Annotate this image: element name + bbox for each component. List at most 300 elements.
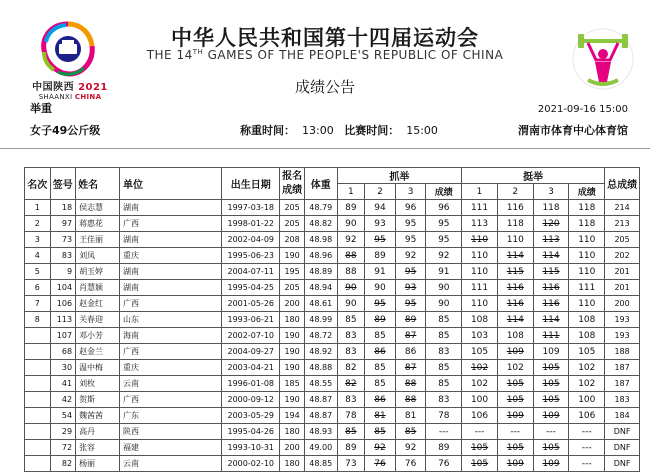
results-table bbox=[24, 167, 640, 472]
total-cell: DNF bbox=[605, 440, 640, 456]
col-snatch-3: 3 bbox=[395, 184, 426, 200]
bib-cell: 29 bbox=[50, 424, 76, 440]
cj-attempt-cell: 109 bbox=[497, 408, 533, 424]
cj-attempt-cell: 116 bbox=[533, 296, 569, 312]
cj-attempt-cell: 105 bbox=[462, 456, 498, 472]
cj-attempt-cell: 118 bbox=[497, 216, 533, 232]
snatch-attempt-cell: 89 bbox=[365, 248, 396, 264]
dob-cell: 1995-04-26 bbox=[222, 424, 280, 440]
total-cell: 200 bbox=[605, 296, 640, 312]
rank-cell: 1 bbox=[25, 200, 51, 216]
total-cell: 201 bbox=[605, 280, 640, 296]
total-cell: 202 bbox=[605, 248, 640, 264]
total-cell: DNF bbox=[605, 456, 640, 472]
cj-attempt-cell: 103 bbox=[462, 328, 498, 344]
cj-result-cell: 118 bbox=[569, 200, 605, 216]
athlete-name-cell: 关春迎 bbox=[76, 312, 120, 328]
col-cj-result: 成绩 bbox=[569, 184, 605, 200]
snatch-result-cell: 90 bbox=[426, 280, 462, 296]
col-name: 姓名 bbox=[76, 168, 120, 200]
total-cell: 193 bbox=[605, 328, 640, 344]
cj-attempt-cell: 102 bbox=[462, 376, 498, 392]
snatch-attempt-cell: 90 bbox=[337, 296, 365, 312]
snatch-attempt-cell: 92 bbox=[365, 440, 396, 456]
entry-total-cell: 205 bbox=[280, 216, 305, 232]
cj-attempt-cell: --- bbox=[462, 424, 498, 440]
bib-cell: 42 bbox=[50, 392, 76, 408]
dob-cell: 2002-04-09 bbox=[222, 232, 280, 248]
athlete-name-cell: 侯志慧 bbox=[76, 200, 120, 216]
table-row bbox=[25, 392, 640, 408]
snatch-result-cell: 85 bbox=[426, 312, 462, 328]
unit-cell: 湖南 bbox=[119, 200, 221, 216]
col-cj-2: 2 bbox=[497, 184, 533, 200]
cj-attempt-cell: 102 bbox=[497, 360, 533, 376]
bib-cell: 41 bbox=[50, 376, 76, 392]
total-cell: 187 bbox=[605, 360, 640, 376]
cj-attempt-cell: 105 bbox=[462, 440, 498, 456]
entry-total-cell: 190 bbox=[280, 328, 305, 344]
bib-cell: 54 bbox=[50, 408, 76, 424]
cj-attempt-cell: 105 bbox=[533, 376, 569, 392]
cj-attempt-cell: 110 bbox=[462, 264, 498, 280]
bib-cell: 18 bbox=[50, 200, 76, 216]
cj-attempt-cell: 116 bbox=[497, 280, 533, 296]
cj-attempt-cell: 109 bbox=[497, 456, 533, 472]
cj-result-cell: 108 bbox=[569, 312, 605, 328]
table-row bbox=[25, 344, 640, 360]
athlete-name-cell: 邓小芳 bbox=[76, 328, 120, 344]
rank-cell bbox=[25, 440, 51, 456]
snatch-attempt-cell: 83 bbox=[337, 392, 365, 408]
snatch-attempt-cell: 96 bbox=[395, 200, 426, 216]
unit-cell: 陕西 bbox=[119, 424, 221, 440]
cj-attempt-cell: 105 bbox=[533, 440, 569, 456]
cj-result-cell: 111 bbox=[569, 280, 605, 296]
entry-total-cell: 190 bbox=[280, 360, 305, 376]
cj-attempt-cell: 105 bbox=[497, 440, 533, 456]
snatch-attempt-cell: 83 bbox=[337, 328, 365, 344]
snatch-attempt-cell: 85 bbox=[337, 312, 365, 328]
cj-result-cell: --- bbox=[569, 424, 605, 440]
cj-attempt-cell: 114 bbox=[497, 248, 533, 264]
athlete-name-cell: 贺斯 bbox=[76, 392, 120, 408]
total-cell: 213 bbox=[605, 216, 640, 232]
total-cell: 201 bbox=[605, 264, 640, 280]
col-snatch-result: 成绩 bbox=[426, 184, 462, 200]
bodyweight-cell: 48.88 bbox=[304, 360, 337, 376]
snatch-result-cell: 92 bbox=[426, 248, 462, 264]
snatch-result-cell: 83 bbox=[426, 392, 462, 408]
snatch-attempt-cell: 85 bbox=[365, 424, 396, 440]
cj-result-cell: 100 bbox=[569, 392, 605, 408]
unit-cell: 云南 bbox=[119, 376, 221, 392]
table-row bbox=[25, 360, 640, 376]
snatch-result-cell: 85 bbox=[426, 328, 462, 344]
athlete-name-cell: 王佳丽 bbox=[76, 232, 120, 248]
dob-cell: 1998-01-22 bbox=[222, 216, 280, 232]
entry-total-cell: 205 bbox=[280, 280, 305, 296]
unit-cell: 广西 bbox=[119, 392, 221, 408]
entry-total-cell: 200 bbox=[280, 440, 305, 456]
total-cell: 205 bbox=[605, 232, 640, 248]
entry-total-cell: 180 bbox=[280, 456, 305, 472]
unit-cell: 湖南 bbox=[119, 232, 221, 248]
rank-cell bbox=[25, 328, 51, 344]
entry-total-cell: 208 bbox=[280, 232, 305, 248]
athlete-name-cell: 蒋惠花 bbox=[76, 216, 120, 232]
cj-result-cell: 110 bbox=[569, 296, 605, 312]
table-row bbox=[25, 280, 640, 296]
table-row bbox=[25, 248, 640, 264]
snatch-attempt-cell: 92 bbox=[395, 440, 426, 456]
cj-result-cell: 102 bbox=[569, 376, 605, 392]
cj-attempt-cell: 113 bbox=[462, 216, 498, 232]
snatch-result-cell: 85 bbox=[426, 360, 462, 376]
snatch-attempt-cell: 88 bbox=[337, 264, 365, 280]
athlete-name-cell: 赵金兰 bbox=[76, 344, 120, 360]
cj-attempt-cell: --- bbox=[533, 424, 569, 440]
bib-cell: 82 bbox=[50, 456, 76, 472]
snatch-attempt-cell: 95 bbox=[395, 296, 426, 312]
snatch-attempt-cell: 86 bbox=[365, 344, 396, 360]
snatch-result-cell: 95 bbox=[426, 216, 462, 232]
dob-cell: 1995-04-25 bbox=[222, 280, 280, 296]
entry-total-cell: 190 bbox=[280, 392, 305, 408]
entry-total-cell: 185 bbox=[280, 376, 305, 392]
bodyweight-cell: 48.94 bbox=[304, 280, 337, 296]
table-row bbox=[25, 232, 640, 248]
total-cell: 184 bbox=[605, 408, 640, 424]
bib-cell: 30 bbox=[50, 360, 76, 376]
unit-cell: 湖南 bbox=[119, 280, 221, 296]
cj-attempt-cell: 111 bbox=[462, 200, 498, 216]
dob-cell: 2000-09-12 bbox=[222, 392, 280, 408]
unit-cell: 广西 bbox=[119, 344, 221, 360]
snatch-attempt-cell: 89 bbox=[395, 312, 426, 328]
entry-total-cell: 190 bbox=[280, 248, 305, 264]
table-row bbox=[25, 216, 640, 232]
bodyweight-cell: 48.55 bbox=[304, 376, 337, 392]
total-cell: 188 bbox=[605, 344, 640, 360]
bodyweight-cell: 48.87 bbox=[304, 408, 337, 424]
table-row bbox=[25, 200, 640, 216]
total-cell: 214 bbox=[605, 200, 640, 216]
cj-result-cell: 106 bbox=[569, 408, 605, 424]
col-dob: 出生日期 bbox=[222, 168, 280, 200]
snatch-result-cell: 89 bbox=[426, 440, 462, 456]
table-row bbox=[25, 312, 640, 328]
unit-cell: 海南 bbox=[119, 328, 221, 344]
table-row bbox=[25, 440, 640, 456]
cj-attempt-cell: 100 bbox=[462, 392, 498, 408]
dob-cell: 1995-06-23 bbox=[222, 248, 280, 264]
cj-attempt-cell: 105 bbox=[533, 392, 569, 408]
cj-attempt-cell: 108 bbox=[497, 328, 533, 344]
cj-result-cell: 118 bbox=[569, 216, 605, 232]
cj-attempt-cell: 105 bbox=[533, 360, 569, 376]
total-cell: 187 bbox=[605, 376, 640, 392]
athlete-name-cell: 肖慧颖 bbox=[76, 280, 120, 296]
bodyweight-cell: 48.61 bbox=[304, 296, 337, 312]
total-cell: 183 bbox=[605, 392, 640, 408]
dob-cell: 2001-05-26 bbox=[222, 296, 280, 312]
snatch-attempt-cell: 95 bbox=[395, 232, 426, 248]
dob-cell: 2003-05-29 bbox=[222, 408, 280, 424]
cj-attempt-cell: 105 bbox=[497, 392, 533, 408]
bib-cell: 73 bbox=[50, 232, 76, 248]
snatch-attempt-cell: 92 bbox=[395, 248, 426, 264]
snatch-attempt-cell: 85 bbox=[337, 424, 365, 440]
dob-cell: 2003-04-21 bbox=[222, 360, 280, 376]
snatch-attempt-cell: 93 bbox=[365, 216, 396, 232]
dob-cell: 1996-01-08 bbox=[222, 376, 280, 392]
event-label: 女子49公斤级 bbox=[30, 124, 101, 137]
snatch-attempt-cell: 86 bbox=[395, 344, 426, 360]
entry-total-cell: 194 bbox=[280, 408, 305, 424]
entry-total-cell: 180 bbox=[280, 312, 305, 328]
unit-cell: 广西 bbox=[119, 216, 221, 232]
cj-attempt-cell: 105 bbox=[462, 344, 498, 360]
cj-attempt-cell: 114 bbox=[533, 312, 569, 328]
total-cell: DNF bbox=[605, 424, 640, 440]
bodyweight-cell: 48.72 bbox=[304, 328, 337, 344]
athlete-name-cell: 杨丽 bbox=[76, 456, 120, 472]
table-row bbox=[25, 408, 640, 424]
bib-cell: 83 bbox=[50, 248, 76, 264]
snatch-attempt-cell: 95 bbox=[365, 296, 396, 312]
dob-cell: 2002-07-10 bbox=[222, 328, 280, 344]
snatch-attempt-cell: 87 bbox=[395, 360, 426, 376]
cj-attempt-cell: 120 bbox=[533, 216, 569, 232]
report-datetime: 2021-09-16 15:00 bbox=[537, 104, 628, 115]
snatch-result-cell: 95 bbox=[426, 232, 462, 248]
table-row bbox=[25, 376, 640, 392]
snatch-result-cell: 76 bbox=[426, 456, 462, 472]
bodyweight-cell: 48.93 bbox=[304, 424, 337, 440]
rank-cell bbox=[25, 344, 51, 360]
bodyweight-cell: 48.82 bbox=[304, 216, 337, 232]
snatch-result-cell: 96 bbox=[426, 200, 462, 216]
dob-cell: 2004-07-11 bbox=[222, 264, 280, 280]
cj-attempt-cell: 116 bbox=[497, 296, 533, 312]
athlete-name-cell: 刘枚 bbox=[76, 376, 120, 392]
schedule-times: 称重时间： 13:00 比赛时间： 15:00 bbox=[240, 124, 438, 137]
snatch-attempt-cell: 82 bbox=[337, 360, 365, 376]
bodyweight-cell: 48.87 bbox=[304, 392, 337, 408]
snatch-attempt-cell: 85 bbox=[395, 424, 426, 440]
entry-total-cell: 180 bbox=[280, 424, 305, 440]
snatch-attempt-cell: 95 bbox=[395, 264, 426, 280]
unit-cell: 重庆 bbox=[119, 248, 221, 264]
cj-attempt-cell: 106 bbox=[462, 408, 498, 424]
cj-attempt-cell: 109 bbox=[497, 344, 533, 360]
snatch-attempt-cell: 88 bbox=[395, 376, 426, 392]
dob-cell: 2004-09-27 bbox=[222, 344, 280, 360]
snatch-attempt-cell: 89 bbox=[365, 312, 396, 328]
unit-cell: 湖南 bbox=[119, 264, 221, 280]
cj-result-cell: 110 bbox=[569, 264, 605, 280]
unit-cell: 重庆 bbox=[119, 360, 221, 376]
cj-attempt-cell: 115 bbox=[533, 264, 569, 280]
bib-cell: 9 bbox=[50, 264, 76, 280]
bib-cell: 68 bbox=[50, 344, 76, 360]
col-snatch-2: 2 bbox=[365, 184, 396, 200]
cj-attempt-cell: 109 bbox=[533, 408, 569, 424]
cj-result-cell: --- bbox=[569, 456, 605, 472]
snatch-attempt-cell: 76 bbox=[395, 456, 426, 472]
bib-cell: 107 bbox=[50, 328, 76, 344]
dob-cell: 1993-06-21 bbox=[222, 312, 280, 328]
entry-total-cell: 190 bbox=[280, 344, 305, 360]
col-bodyweight: 体重 bbox=[304, 168, 337, 200]
snatch-attempt-cell: 81 bbox=[395, 408, 426, 424]
cj-result-cell: --- bbox=[569, 440, 605, 456]
bodyweight-cell: 48.79 bbox=[304, 200, 337, 216]
dob-cell: 1997-03-18 bbox=[222, 200, 280, 216]
cj-result-cell: 102 bbox=[569, 360, 605, 376]
cj-attempt-cell: 113 bbox=[533, 232, 569, 248]
col-cj-3: 3 bbox=[533, 184, 569, 200]
rank-cell: 4 bbox=[25, 248, 51, 264]
cj-attempt-cell: 114 bbox=[497, 312, 533, 328]
col-unit: 单位 bbox=[119, 168, 221, 200]
games-title-en: THE 14TH GAMES OF THE PEOPLE'S REPUBLIC OF CHINA bbox=[146, 48, 504, 62]
table-row bbox=[25, 264, 640, 280]
bodyweight-cell: 48.92 bbox=[304, 344, 337, 360]
table-row bbox=[25, 456, 640, 472]
cj-result-cell: 105 bbox=[569, 344, 605, 360]
entry-total-cell: 200 bbox=[280, 296, 305, 312]
athlete-name-cell: 张容 bbox=[76, 440, 120, 456]
bodyweight-cell: 49.00 bbox=[304, 440, 337, 456]
dob-cell: 2000-02-10 bbox=[222, 456, 280, 472]
athlete-name-cell: 魏茜茜 bbox=[76, 408, 120, 424]
unit-cell: 云南 bbox=[119, 456, 221, 472]
results-notice-heading: 成绩公告 bbox=[294, 78, 355, 96]
snatch-attempt-cell: 88 bbox=[395, 392, 426, 408]
cj-attempt-cell: 116 bbox=[533, 280, 569, 296]
snatch-attempt-cell: 93 bbox=[395, 280, 426, 296]
snatch-attempt-cell: 94 bbox=[365, 200, 396, 216]
snatch-attempt-cell: 73 bbox=[337, 456, 365, 472]
rank-cell: 5 bbox=[25, 264, 51, 280]
snatch-result-cell: 85 bbox=[426, 376, 462, 392]
snatch-attempt-cell: 85 bbox=[365, 360, 396, 376]
venue-label: 渭南市体育中心体育馆 bbox=[518, 124, 628, 137]
bib-cell: 106 bbox=[50, 296, 76, 312]
rank-cell bbox=[25, 456, 51, 472]
col-rank: 名次 bbox=[25, 168, 51, 200]
snatch-attempt-cell: 90 bbox=[337, 216, 365, 232]
cj-attempt-cell: 105 bbox=[497, 376, 533, 392]
cj-attempt-cell: 118 bbox=[533, 200, 569, 216]
snatch-result-cell: --- bbox=[426, 424, 462, 440]
rank-cell bbox=[25, 392, 51, 408]
snatch-attempt-cell: 95 bbox=[395, 216, 426, 232]
bib-cell: 72 bbox=[50, 440, 76, 456]
snatch-attempt-cell: 95 bbox=[365, 232, 396, 248]
bodyweight-cell: 48.96 bbox=[304, 248, 337, 264]
bodyweight-cell: 48.98 bbox=[304, 232, 337, 248]
snatch-attempt-cell: 78 bbox=[337, 408, 365, 424]
table-row bbox=[25, 296, 640, 312]
athlete-name-cell: 温中梅 bbox=[76, 360, 120, 376]
snatch-attempt-cell: 92 bbox=[337, 232, 365, 248]
cj-attempt-cell: 110 bbox=[462, 232, 498, 248]
bodyweight-cell: 48.85 bbox=[304, 456, 337, 472]
rank-cell: 6 bbox=[25, 280, 51, 296]
snatch-result-cell: 83 bbox=[426, 344, 462, 360]
cj-attempt-cell: 111 bbox=[533, 328, 569, 344]
entry-total-cell: 195 bbox=[280, 264, 305, 280]
rank-cell bbox=[25, 360, 51, 376]
cj-attempt-cell: 115 bbox=[497, 264, 533, 280]
athlete-name-cell: 刘凤 bbox=[76, 248, 120, 264]
table-row bbox=[25, 328, 640, 344]
rank-cell bbox=[25, 408, 51, 424]
snatch-attempt-cell: 76 bbox=[365, 456, 396, 472]
snatch-result-cell: 90 bbox=[426, 296, 462, 312]
rank-cell: 2 bbox=[25, 216, 51, 232]
cj-attempt-cell: 109 bbox=[533, 344, 569, 360]
cj-attempt-cell: 114 bbox=[533, 248, 569, 264]
unit-cell: 山东 bbox=[119, 312, 221, 328]
bib-cell: 104 bbox=[50, 280, 76, 296]
cj-attempt-cell: 108 bbox=[462, 312, 498, 328]
cj-attempt-cell: 116 bbox=[497, 200, 533, 216]
bodyweight-cell: 48.99 bbox=[304, 312, 337, 328]
snatch-result-cell: 91 bbox=[426, 264, 462, 280]
header-divider bbox=[0, 148, 650, 149]
entry-total-cell: 205 bbox=[280, 200, 305, 216]
games-emblem-caption: 中国陕西 2021 SHAANXI CHINA bbox=[32, 82, 108, 101]
snatch-attempt-cell: 91 bbox=[365, 264, 396, 280]
cj-result-cell: 108 bbox=[569, 328, 605, 344]
cj-attempt-cell: 110 bbox=[497, 232, 533, 248]
col-entry: 报名成绩 bbox=[280, 168, 305, 200]
snatch-attempt-cell: 81 bbox=[365, 408, 396, 424]
cj-attempt-cell: 111 bbox=[462, 280, 498, 296]
col-total: 总成绩 bbox=[605, 168, 640, 200]
col-snatch-1: 1 bbox=[337, 184, 365, 200]
athlete-name-cell: 胡玉婷 bbox=[76, 264, 120, 280]
snatch-attempt-cell: 83 bbox=[337, 344, 365, 360]
rank-cell: 3 bbox=[25, 232, 51, 248]
bib-cell: 113 bbox=[50, 312, 76, 328]
snatch-result-cell: 78 bbox=[426, 408, 462, 424]
rank-cell bbox=[25, 376, 51, 392]
snatch-attempt-cell: 90 bbox=[365, 280, 396, 296]
total-cell: 193 bbox=[605, 312, 640, 328]
unit-cell: 广东 bbox=[119, 408, 221, 424]
rank-cell bbox=[25, 424, 51, 440]
athlete-name-cell: 赵金红 bbox=[76, 296, 120, 312]
snatch-attempt-cell: 85 bbox=[365, 376, 396, 392]
snatch-attempt-cell: 89 bbox=[337, 200, 365, 216]
unit-cell: 广西 bbox=[119, 296, 221, 312]
col-bib: 签号 bbox=[50, 168, 76, 200]
snatch-attempt-cell: 82 bbox=[337, 376, 365, 392]
table-row bbox=[25, 424, 640, 440]
rank-cell: 7 bbox=[25, 296, 51, 312]
bib-cell: 97 bbox=[50, 216, 76, 232]
snatch-attempt-cell: 87 bbox=[395, 328, 426, 344]
cj-attempt-cell: --- bbox=[497, 424, 533, 440]
cj-attempt-cell: 110 bbox=[462, 248, 498, 264]
snatch-attempt-cell: 85 bbox=[365, 328, 396, 344]
cj-result-cell: 110 bbox=[569, 232, 605, 248]
